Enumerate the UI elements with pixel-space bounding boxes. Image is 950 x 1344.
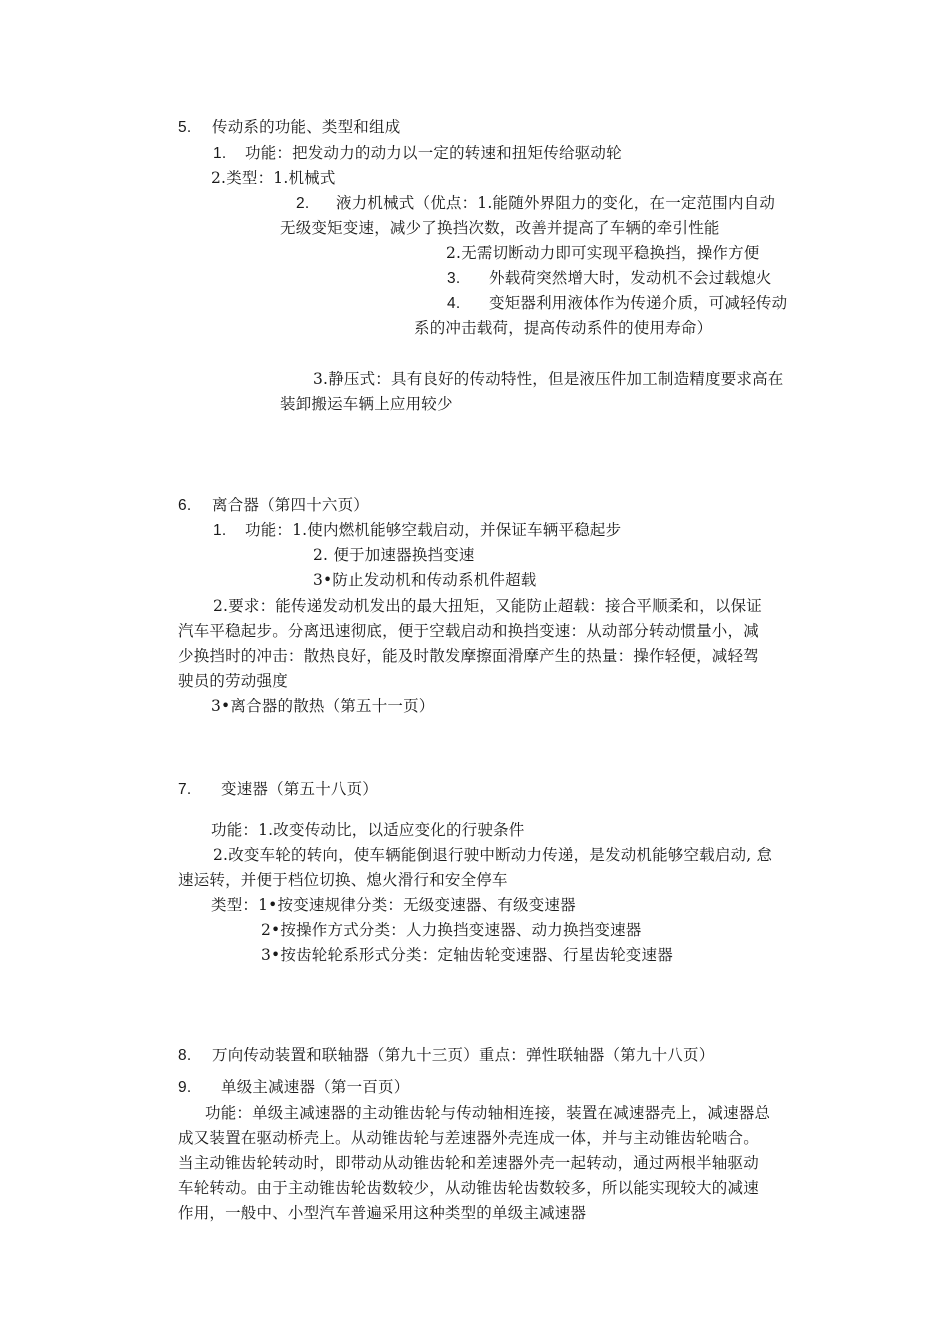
section-5-heading bbox=[178, 117, 400, 138]
section-7-function-2-line-1: 2.改变车轮的转向，使车辆能倒退行驶中断动力传递，是发动机能够空载启动, 怠 bbox=[213, 846, 773, 864]
section-5-advantage-4-line-2: 系的冲击载荷，提高传动系件的使用寿命） bbox=[414, 319, 713, 337]
section-5-title: 传动系的功能、类型和组成 bbox=[212, 118, 401, 136]
section-7-function-2-line-2: 速运转，并便于档位切换、熄火滑行和安全停车 bbox=[178, 871, 508, 889]
section-6-requirement-line-1: 2.要求：能传递发动机发出的最大扭矩，又能防止超载：接合平顺柔和，以保证 bbox=[213, 597, 762, 615]
section-9-title: 单级主减速器（第一百页） bbox=[221, 1078, 410, 1096]
section-6-function-2: 2. 便于加速器换挡变速 bbox=[313, 546, 475, 564]
section-6-function bbox=[213, 520, 621, 541]
section-5-hydro-text: 液力机械式（优点：1.能随外界阻力的变化，在一定范围内自动 bbox=[336, 194, 776, 212]
section-5-function bbox=[213, 143, 622, 164]
section-5-advantage-4-text: 变矩器利用液体作为传递介质，可减轻传动 bbox=[489, 294, 788, 312]
section-7-type-1: 类型：1•按变速规律分类：无级变速器、有级变速器 bbox=[211, 896, 576, 914]
section-6-number: 6. bbox=[178, 497, 192, 514]
section-5-static-line-1: 3.静压式：具有良好的传动特性，但是液压件加工制造精度要求高在 bbox=[313, 370, 784, 388]
section-7-number: 7. bbox=[178, 781, 192, 798]
section-6-heat: 3•离合器的散热（第五十一页） bbox=[211, 697, 435, 715]
section-5-static-line-2: 装卸搬运车辆上应用较少 bbox=[280, 395, 453, 413]
section-6-function-text: 功能：1.使内燃机能够空载启动，并保证车辆平稳起步 bbox=[245, 521, 622, 539]
section-6-heading bbox=[178, 495, 369, 516]
section-9-number: 9. bbox=[178, 1079, 192, 1096]
section-9-body-line-4: 车轮转动。由于主动锥齿轮齿数较少，从动锥齿轮齿数较多，所以能实现较大的减速 bbox=[178, 1179, 759, 1197]
section-7-heading bbox=[178, 779, 378, 800]
section-6-title: 离合器（第四十六页） bbox=[212, 496, 370, 514]
section-5-hydro-line-1 bbox=[296, 193, 775, 214]
section-7-title: 变速器（第五十八页） bbox=[221, 780, 379, 798]
section-8-title: 万向传动装置和联轴器（第九十三页）重点：弹性联轴器（第九十八页） bbox=[212, 1046, 715, 1064]
section-9-body-line-2: 成又装置在驱动桥壳上。从动锥齿轮与差速器外壳连成一体，并与主动锥齿轮啮合。 bbox=[178, 1129, 759, 1147]
section-7-type-2: 2•按操作方式分类：人力换挡变速器、动力换挡变速器 bbox=[261, 921, 642, 939]
section-5-advantage-4 bbox=[447, 293, 787, 314]
section-8-heading bbox=[178, 1045, 714, 1066]
section-9-body-line-5: 作用，一般中、小型汽车普遍采用这种类型的单级主减速器 bbox=[178, 1204, 587, 1222]
section-5-advantage-4-number: 4. bbox=[447, 295, 461, 312]
section-7-type-3: 3•按齿轮轮系形式分类：定轴齿轮变速器、行星齿轮变速器 bbox=[261, 946, 673, 964]
section-6-requirement-line-2: 汽车平稳起步。分离迅速彻底，便于空载启动和换挡变速：从动部分转动惯量小，减 bbox=[178, 622, 759, 640]
section-5-hydro-line-2: 无级变矩变速，减少了换挡次数，改善并提高了车辆的牵引性能 bbox=[280, 219, 720, 237]
section-5-hydro-number: 2. bbox=[296, 195, 310, 212]
section-5-advantage-2: 2.无需切断动力即可实现平稳换挡，操作方便 bbox=[446, 244, 760, 262]
section-6-requirement-line-4: 驶员的劳动强度 bbox=[178, 672, 288, 690]
section-7-function-1: 功能：1.改变传动比，以适应变化的行驶条件 bbox=[211, 821, 525, 839]
section-5-number: 5. bbox=[178, 119, 192, 136]
section-9-body-line-1: 功能：单级主减速器的主动锥齿轮与传动轴相连接，装置在减速器壳上，减速器总 bbox=[205, 1104, 771, 1122]
section-6-function-3: 3•防止发动机和传动系机件超载 bbox=[313, 571, 537, 589]
section-5-type-line: 2.类型：1.机械式 bbox=[211, 169, 336, 187]
section-5-advantage-3-number: 3. bbox=[447, 270, 461, 287]
section-6-function-number: 1. bbox=[213, 522, 227, 539]
section-6-requirement-line-3: 少换挡时的冲击：散热良好，能及时散发摩擦面滑摩产生的热量：操作轻便，减轻驾 bbox=[178, 647, 759, 665]
section-5-advantage-3-text: 外载荷突然增大时，发动机不会过载熄火 bbox=[489, 269, 772, 287]
section-8-number: 8. bbox=[178, 1047, 192, 1064]
section-9-heading bbox=[178, 1077, 409, 1098]
section-9-body-line-3: 当主动锥齿轮转动时，即带动从动锥齿轮和差速器外壳一起转动，通过两根半轴驱动 bbox=[178, 1154, 759, 1172]
section-5-function-number: 1. bbox=[213, 145, 227, 162]
section-5-function-text: 功能：把发动力的动力以一定的转速和扭矩传给驱动轮 bbox=[245, 144, 622, 162]
section-5-advantage-3 bbox=[447, 268, 772, 289]
